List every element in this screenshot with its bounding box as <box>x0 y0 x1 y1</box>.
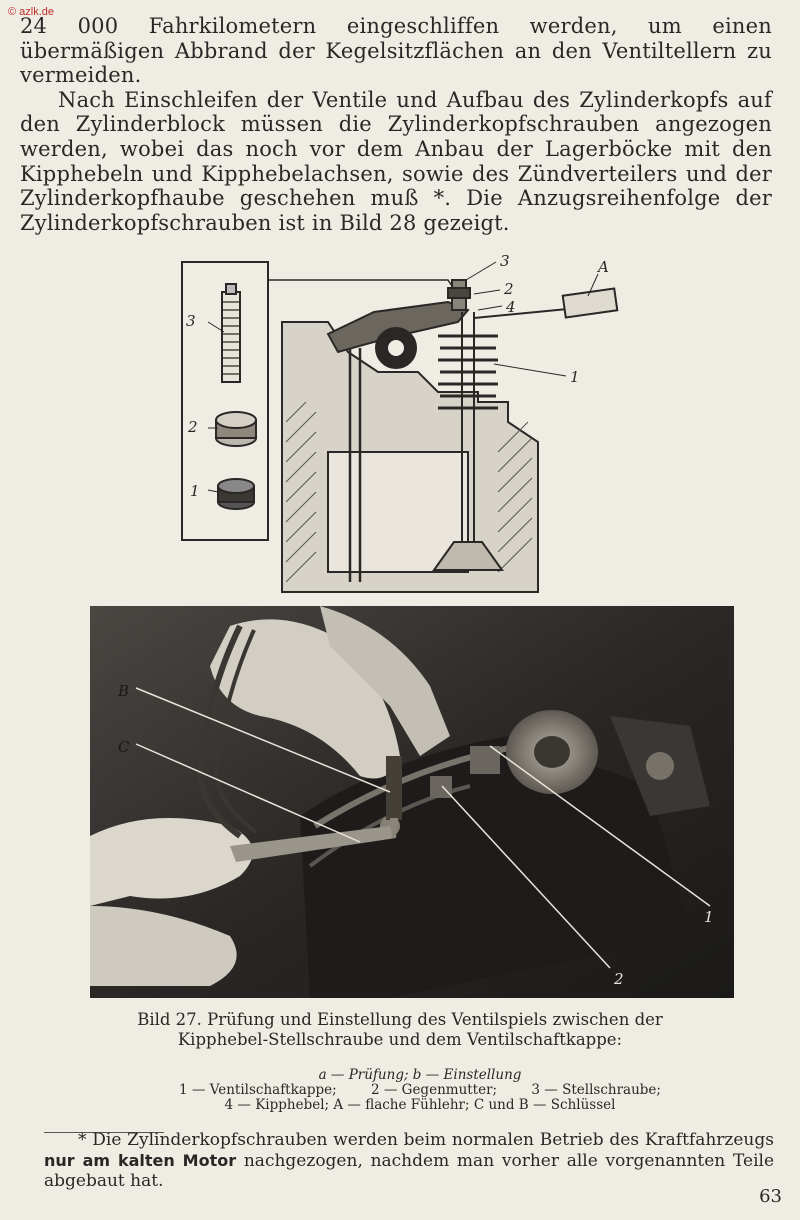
label-4: 4 <box>506 298 516 316</box>
footnote-bold-text: nur am kalten Motor <box>44 1150 237 1170</box>
figure-legend <box>140 1068 700 1113</box>
legend-line-3: 4 — Kipphebel; A — flache Fühlehr; C und B — Schlüssel <box>224 1097 616 1113</box>
footnote-text-after: nachgezogen, nachdem man vorher alle vorgenannten Teile abgebaut hat. <box>44 1150 774 1191</box>
legend-line-2: 1 — Ventilschaftkappe; 2 — Gegenmutter; 3 — Stellschraube; <box>179 1082 661 1098</box>
label-2: 2 <box>504 280 514 298</box>
figure-caption: Bild 27. Prüfung und Einstellung des Ventilspiels zwischen der Kipphebel-Stellschraube und dem Ventilschaftkappe: <box>137 1010 663 1049</box>
inset-label-3: 3 <box>186 312 196 330</box>
footnote-text-before: * Die Zylinderkopfschrauben werden beim normalen Betrieb des Kraftfahrzeugs <box>78 1130 774 1150</box>
photo-label-2: 2 <box>614 970 624 988</box>
photo-label-1: 1 <box>704 908 714 926</box>
inset-label-1: 1 <box>190 482 200 500</box>
valve-cross-section-drawing <box>178 252 630 600</box>
body-text <box>20 14 772 235</box>
watermark: © azlk.de <box>8 6 55 18</box>
paragraph-2: Nach Einschleifen der Ventile und Aufbau des Zylinderkopfs auf den Zylinderblock müssen die Zylinderkopfschrauben angezogen werden, wobei das noch vor dem Anbau der Lagerböcke mit den Kipphebeln und Kipphebelachsen, sowie des Zündverteilers und der Zylinderkopfhaube geschehen muß *. Die Anzugsreihenfolge der Zylinderkopfschrauben ist in Bild 28 gezeigt. <box>20 87 772 235</box>
adjustment-photo <box>90 606 734 998</box>
valve-cap-drawing <box>218 479 254 509</box>
photo-label-c: C <box>118 738 130 756</box>
footnote <box>44 1130 774 1192</box>
label-3: 3 <box>500 252 510 270</box>
legend-line-1: a — Prüfung; b — Einstellung <box>318 1067 522 1083</box>
label-1: 1 <box>570 368 580 386</box>
paragraph-1: 24 000 Fahrkilometern eingeschliffen werden, um einen übermäßigen Abbrand der Kegelsitzflächen an den Ventiltellern zu vermeiden. <box>20 14 772 88</box>
lock-nut-drawing <box>216 412 256 446</box>
inset-label-2: 2 <box>188 418 198 436</box>
photo-label-b: B <box>118 682 130 700</box>
adjusting-screw-drawing <box>222 284 240 382</box>
label-a: A <box>598 258 609 276</box>
page-number: 63 <box>759 1186 782 1207</box>
